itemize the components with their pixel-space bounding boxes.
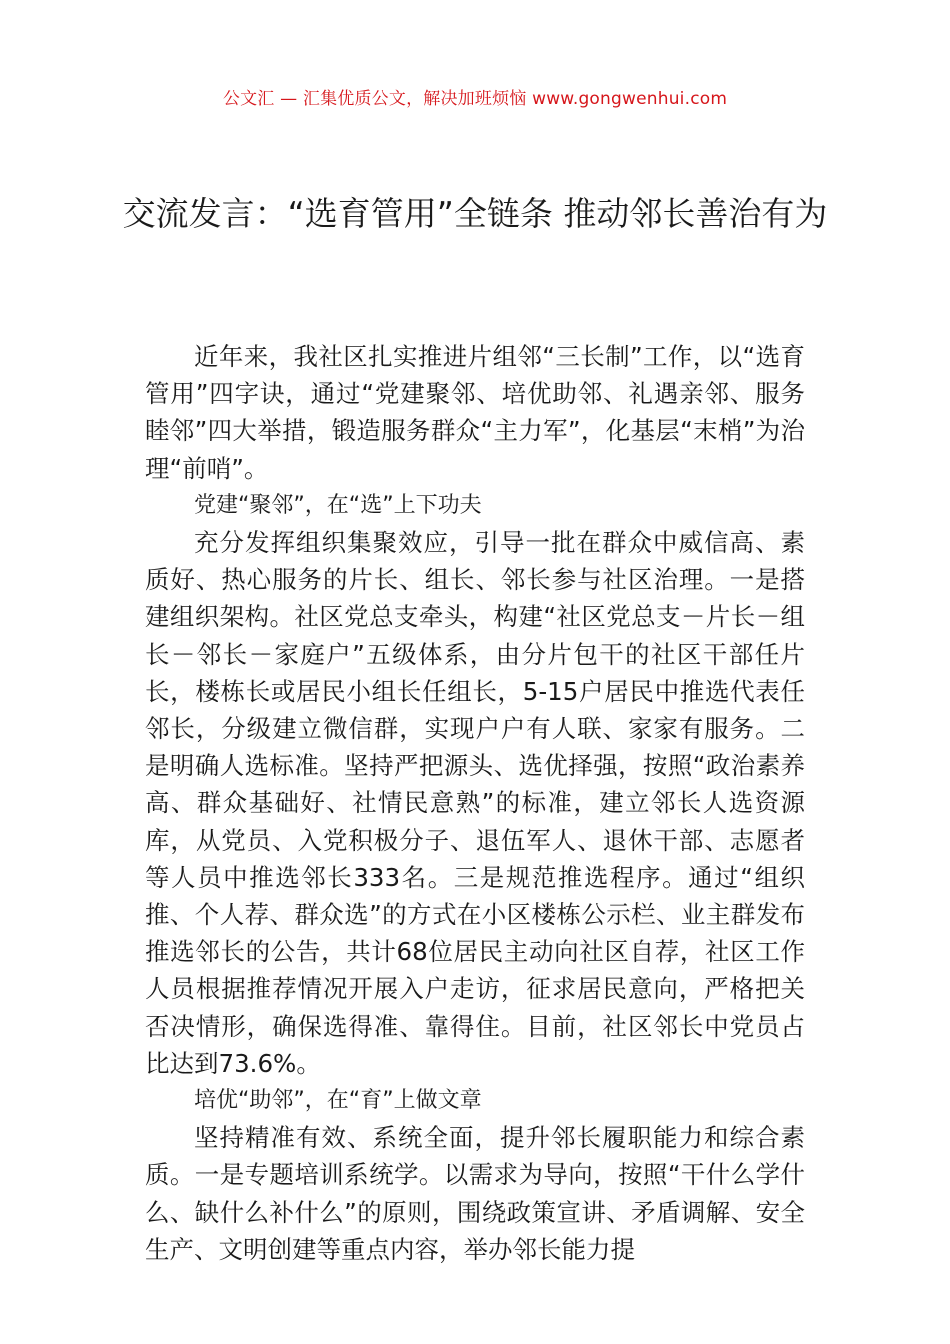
section-heading-select: 党建“聚邻”，在“选”上下功夫 xyxy=(194,492,482,518)
document-body xyxy=(145,338,805,1268)
section-heading-train: 培优“助邻”，在“育”上做文章 xyxy=(194,1088,482,1114)
document-title: 交流发言：“选育管用”全链条 推动邻长善治有为 xyxy=(122,194,828,233)
section-paragraph-select: 充分发挥组织集聚效应，引导一批在群众中威信高、素质好、热心服务的片长、组长、邻长参与社区治理。一是搭建组织架构。社区党总支牵头，构建“社区党总支－片长－组长－邻长－家庭户”五级体系，由分片包干的社区干部任片长，楼栋长或居民小组长任组长，5-15户居民中推选代表任邻长，分级建立微信群，实现户户有人联、家家有服务。二是明确人选标准。坚持严把源头、选优择强，按照“政治素养高、群众基础好、社情民意熟”的标准，建立邻长人选资源库，从党员、入党积极分子、退伍军人、退休干部、志愿者等人员中推选邻长333名。三是规范推选程序。通过“组织推、个人荐、群众选”的方式在小区楼栋公示栏、业主群发布推选邻长的公告，共计68位居民主动向社区自荐，社区工作人员根据推荐情况开展入户走访，征求居民意向，严格把关否决情形，确保选得准、靠得住。目前，社区邻长中党员占比达到73.6%。 xyxy=(145,528,805,1078)
section-paragraph-train: 坚持精准有效、系统全面，提升邻长履职能力和综合素质。一是专题培训系统学。以需求为导向，按照“干什么学什么、缺什么补什么”的原则，围绕政策宣讲、矛盾调解、安全生产、文明创建等重点内容，举办邻长能力提 xyxy=(145,1123,805,1264)
intro-paragraph: 近年来，我社区扎实推进片组邻“三长制”工作，以“选育管用”四字诀，通过“党建聚邻、培优助邻、礼遇亲邻、服务睦邻”四大举措，锻造服务群众“主力军”，化基层“末梢”为治理“前哨”。 xyxy=(145,342,805,483)
site-banner: 公文汇 — 汇集优质公文，解决加班烦恼 www.gongwenhui.com xyxy=(222,89,728,109)
